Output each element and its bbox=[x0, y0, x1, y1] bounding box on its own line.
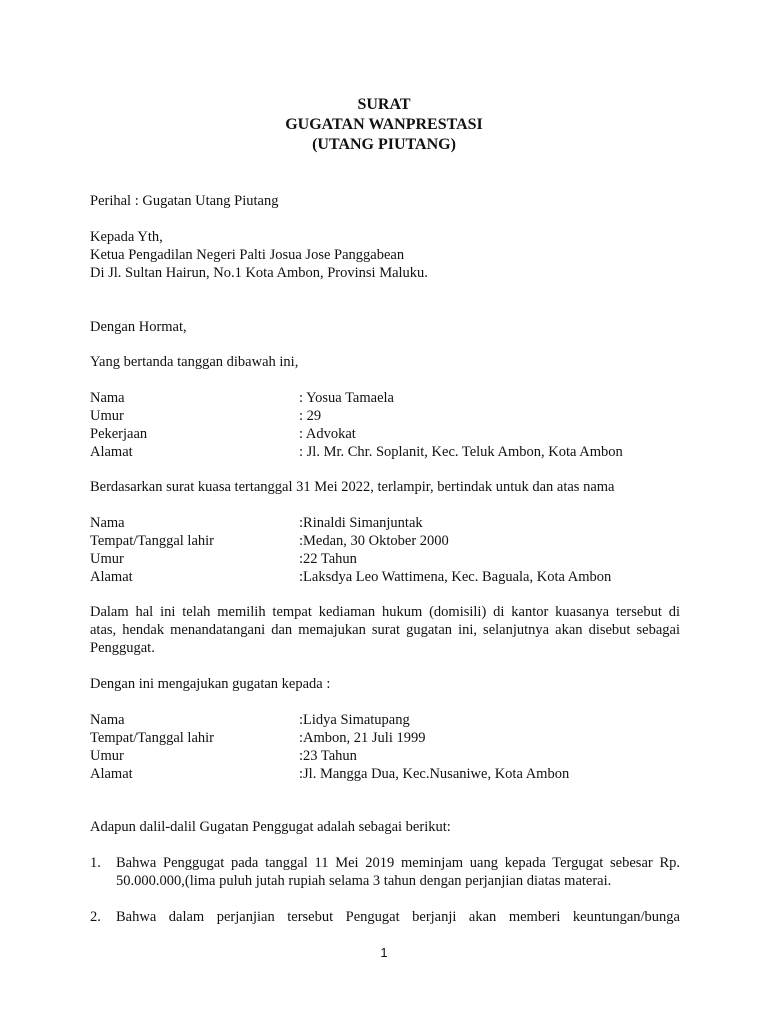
signer-label: Nama bbox=[90, 390, 125, 406]
plaintiff-label: Tempat/Tanggal lahir bbox=[90, 533, 214, 549]
plaintiff-value: :Medan, 30 Oktober 2000 bbox=[299, 533, 449, 549]
signer-label: Alamat bbox=[90, 444, 133, 460]
intro-line: Yang bertanda tanggan dibawah ini, bbox=[90, 354, 299, 370]
plaintiff-value: :Laksdya Leo Wattimena, Kec. Baguala, Kota Ambon bbox=[299, 569, 612, 585]
list-item bbox=[116, 908, 680, 926]
list-item-number: 1. bbox=[90, 855, 101, 871]
signer-value: : Jl. Mr. Chr. Soplanit, Kec. Teluk Ambon, Kota Ambon bbox=[299, 444, 623, 460]
domicile-line: Dalam hal ini telah memilih tempat kediaman hukum (domisili) di kantor kuasanya tersebut di bbox=[90, 604, 680, 620]
defendant-label: Nama bbox=[90, 712, 125, 728]
signer-label: Umur bbox=[90, 408, 124, 424]
defendant-value: :Jl. Mangga Dua, Kec.Nusaniwe, Kota Ambon bbox=[299, 766, 570, 782]
arguments-intro: Adapun dalil-dalil Gugatan Penggugat adalah sebagai berikut: bbox=[90, 819, 451, 835]
plaintiff-label: Alamat bbox=[90, 569, 133, 585]
list-item-line: Bahwa Penggugat pada tanggal 11 Mei 2019 meminjam uang kepada Tergugat sebesar Rp. bbox=[116, 855, 680, 871]
greeting: Dengan Hormat, bbox=[90, 319, 187, 335]
defendant-value: :23 Tahun bbox=[299, 748, 357, 764]
perihal-line: Perihal : Gugatan Utang Piutang bbox=[90, 193, 279, 209]
defendant-label: Alamat bbox=[90, 766, 133, 782]
list-item bbox=[116, 854, 680, 890]
title-surat: SURAT bbox=[357, 96, 411, 113]
domicile-line: atas, hendak menandatangani dan memajukan surat gugatan ini, selanjutnya akan disebut sebagai bbox=[90, 622, 680, 638]
plaintiff-label: Nama bbox=[90, 515, 125, 531]
title-subject: (UTANG PIUTANG) bbox=[312, 136, 456, 153]
list-item-line: Bahwa dalam perjanjian tersebut Pengugat berjanji akan memberi keuntungan/bunga bbox=[116, 909, 680, 925]
signer-value: : 29 bbox=[299, 408, 322, 424]
plaintiff-label: Umur bbox=[90, 551, 124, 567]
recipient-name: Ketua Pengadilan Negeri Palti Josua Jose Panggabean bbox=[90, 247, 405, 263]
signer-value: : Advokat bbox=[299, 426, 356, 442]
title-gugatan: GUGATAN WANPRESTASI bbox=[285, 116, 483, 133]
defendant-value: :Lidya Simatupang bbox=[299, 712, 410, 728]
list-item-number: 2. bbox=[90, 909, 101, 925]
plaintiff-value: :22 Tahun bbox=[299, 551, 357, 567]
page-number: 1 bbox=[380, 945, 388, 960]
plaintiff-value: :Rinaldi Simanjuntak bbox=[299, 515, 423, 531]
defendant-label: Umur bbox=[90, 748, 124, 764]
defendant-value: :Ambon, 21 Juli 1999 bbox=[299, 730, 426, 746]
signer-value: : Yosua Tamaela bbox=[299, 390, 394, 406]
recipient-salutation: Kepada Yth, bbox=[90, 229, 163, 245]
domicile-paragraph bbox=[90, 603, 680, 657]
against-line: Dengan ini mengajukan gugatan kepada : bbox=[90, 676, 331, 692]
signer-label: Pekerjaan bbox=[90, 426, 148, 442]
domicile-line: Penggugat. bbox=[90, 640, 155, 656]
defendant-label: Tempat/Tanggal lahir bbox=[90, 730, 214, 746]
recipient-address: Di Jl. Sultan Hairun, No.1 Kota Ambon, Provinsi Maluku. bbox=[90, 265, 428, 281]
power-of-attorney-line: Berdasarkan surat kuasa tertanggal 31 Mei 2022, terlampir, bertindak untuk dan atas nama bbox=[90, 479, 615, 495]
list-item-line: 50.000.000,(lima puluh jutah rupiah selama 3 tahun dengan perjanjian diatas materai. bbox=[116, 873, 612, 889]
